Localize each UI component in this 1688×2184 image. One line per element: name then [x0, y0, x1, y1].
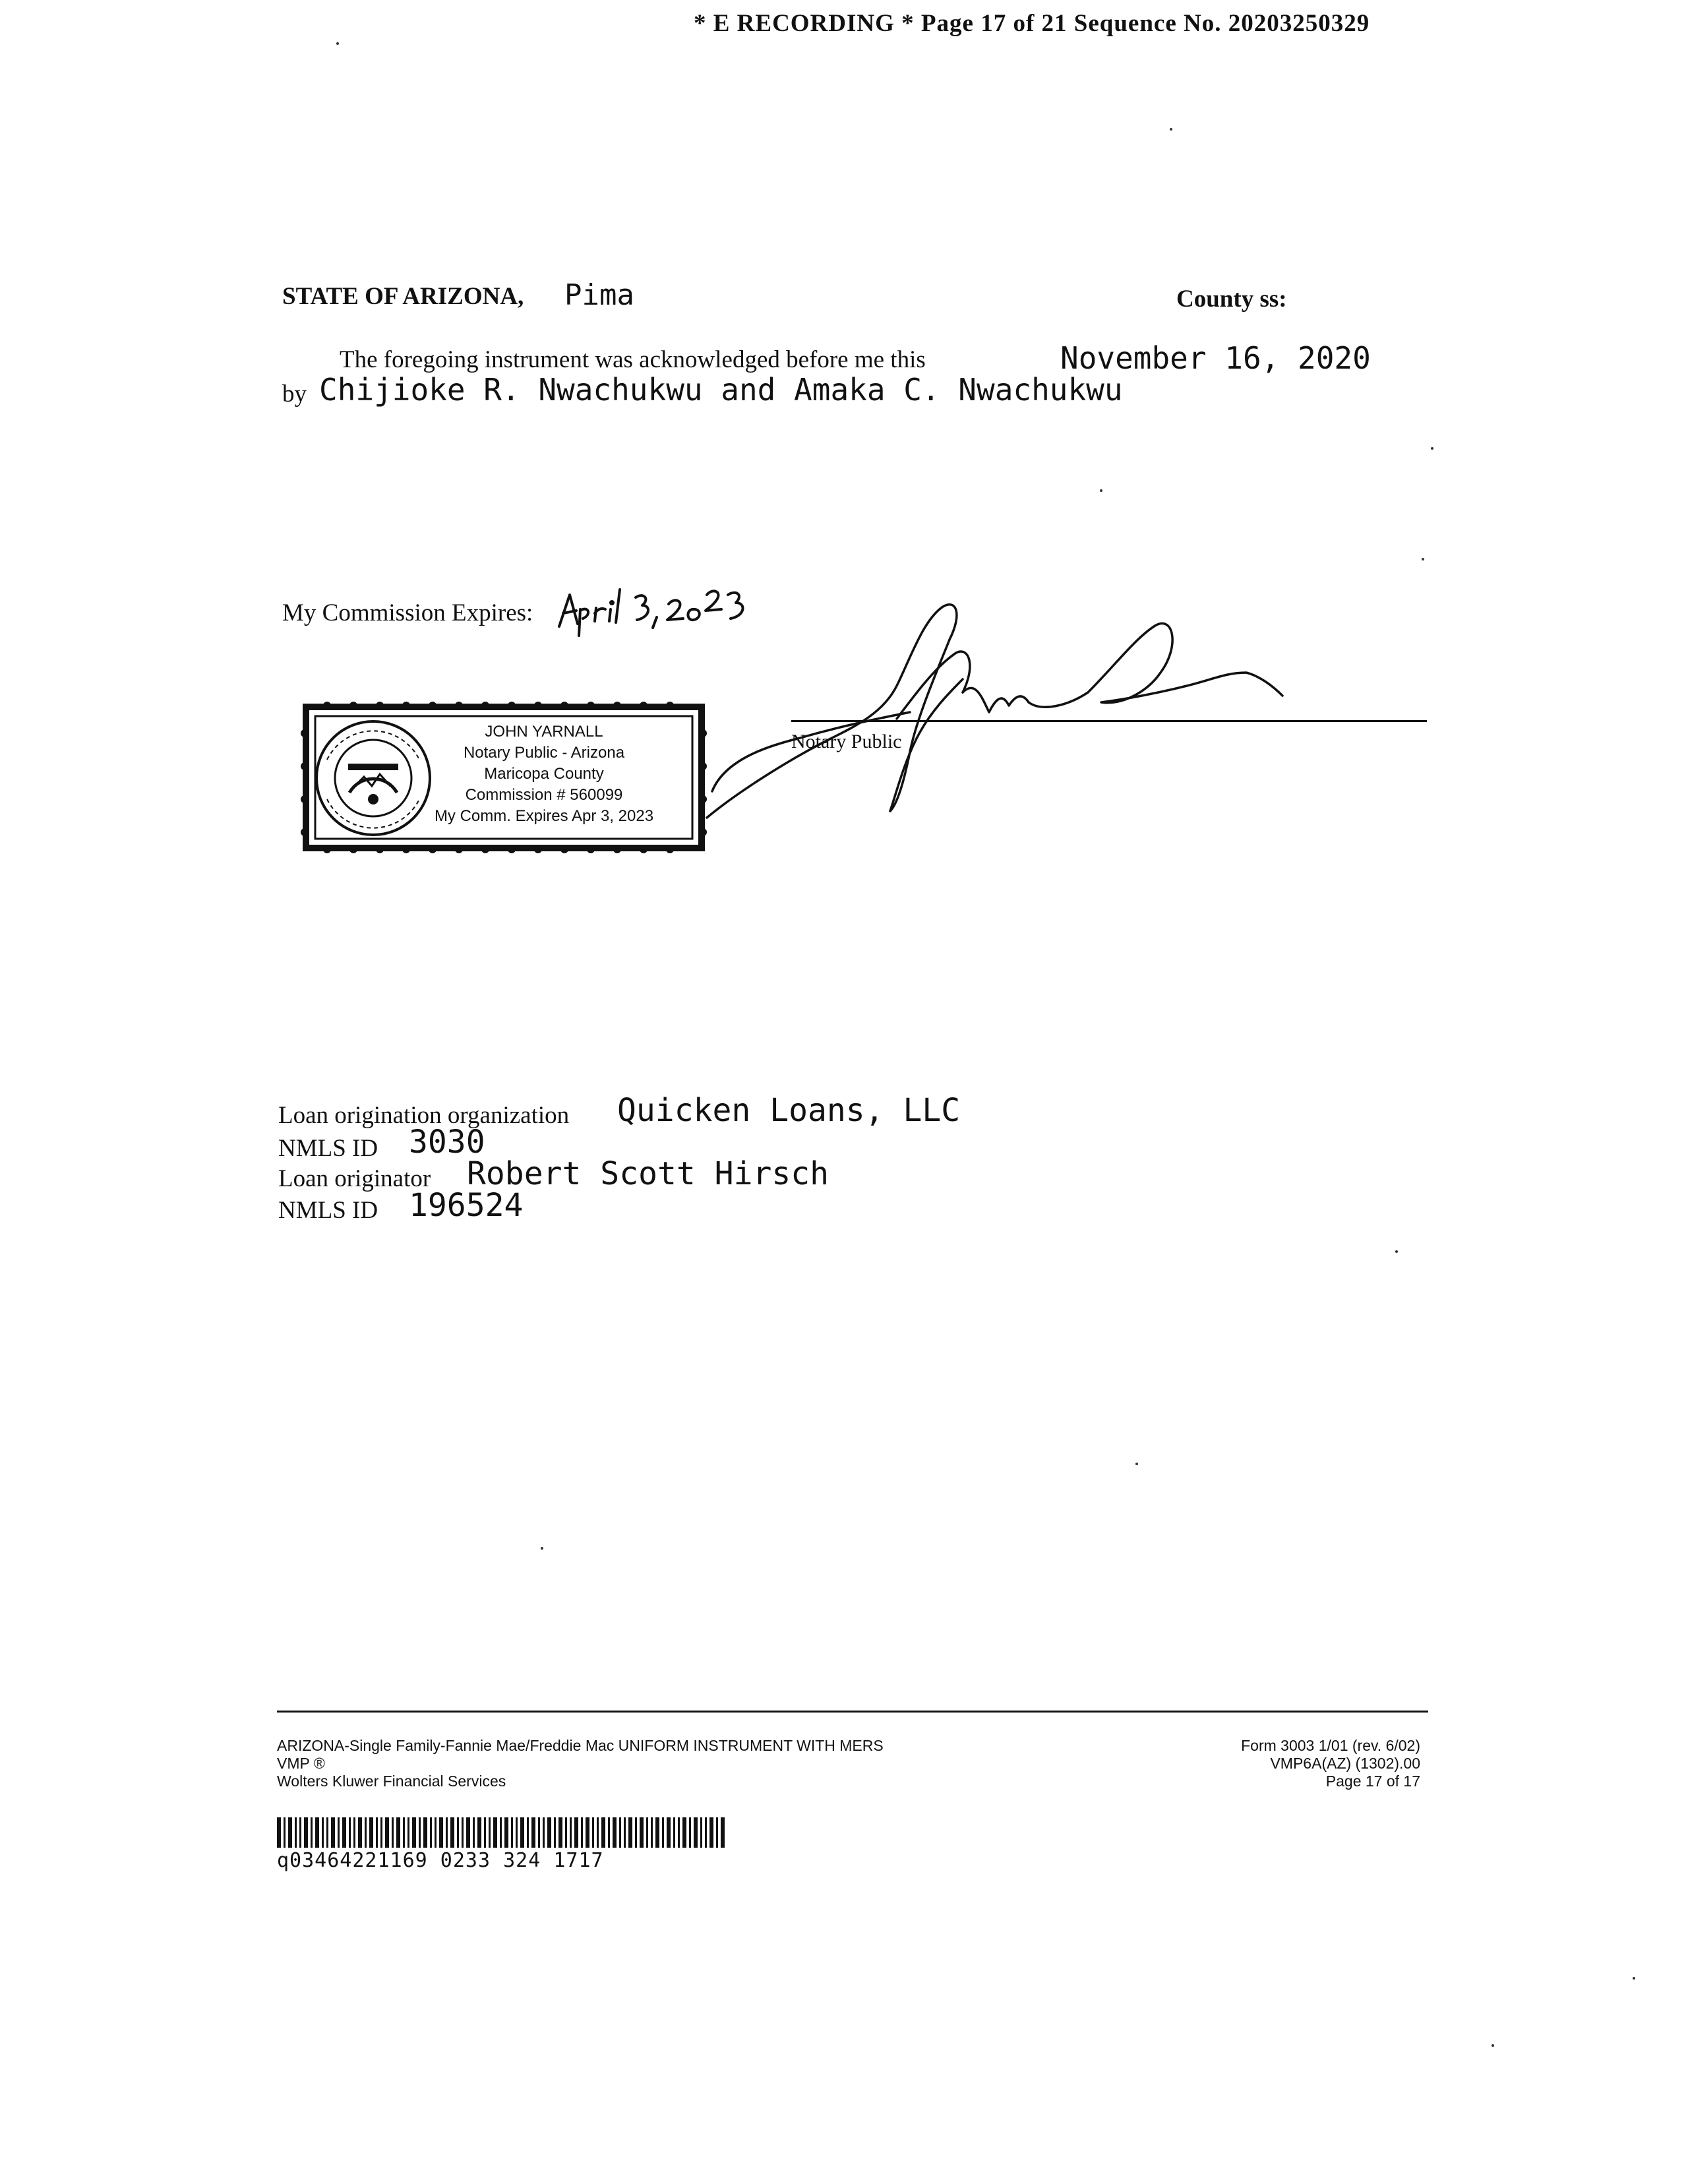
loan-org-label: Loan origination organization — [278, 1102, 570, 1129]
footer-publisher: Wolters Kluwer Financial Services — [277, 1773, 506, 1790]
county-name: Pima — [564, 278, 634, 312]
stamp-notary-county: Maricopa County — [484, 765, 604, 783]
commission-expires-label: My Commission Expires: — [282, 599, 533, 626]
by-label: by — [282, 380, 307, 408]
notary-public-label: Notary Public — [791, 731, 902, 752]
signer-names: Chijioke R. Nwachukwu and Amaka C. Nwachukwu — [319, 372, 1123, 408]
scan-speck — [1492, 2044, 1494, 2047]
originator-nmls-value: 196524 — [409, 1187, 524, 1224]
stamp-expiration: My Comm. Expires Apr 3, 2023 — [434, 807, 654, 825]
scan-speck — [336, 42, 339, 45]
scan-speck — [1395, 1250, 1398, 1253]
scan-speck — [1170, 128, 1172, 131]
loan-originator-value: Robert Scott Hirsch — [467, 1155, 829, 1192]
notary-signature — [699, 593, 1292, 831]
footer-divider — [277, 1711, 1428, 1713]
stamp-notary-title: Notary Public - Arizona — [463, 744, 625, 762]
scan-speck — [1422, 558, 1424, 561]
org-nmls-label: NMLS ID — [278, 1135, 378, 1162]
scan-speck — [1633, 1977, 1635, 1980]
acknowledgment-date: November 16, 2020 — [1060, 340, 1371, 376]
org-nmls-value: 3030 — [409, 1124, 485, 1161]
county-ss-label: County ss: — [1176, 286, 1287, 313]
stamp-notary-name: JOHN YARNALL — [485, 723, 603, 741]
footer-form-title: ARIZONA-Single Family-Fannie Mae/Freddie Mac UNIFORM INSTRUMENT WITH MERS — [277, 1737, 884, 1754]
originator-nmls-label: NMLS ID — [278, 1197, 378, 1224]
footer-vmp-code: VMP6A(AZ) (1302).00 — [1270, 1755, 1420, 1772]
stamp-commission-number: Commission # 560099 — [465, 786, 623, 804]
scan-speck — [541, 1547, 543, 1550]
scan-speck — [1135, 1463, 1138, 1465]
arizona-seal-icon — [316, 721, 430, 835]
scan-speck — [1100, 489, 1102, 492]
barcode-icon — [277, 1817, 725, 1848]
acknowledgment-statement: The foregoing instrument was acknowledged before me this — [340, 346, 926, 373]
recording-header: * E RECORDING * Page 17 of 21 Sequence No. 20203250329 — [694, 10, 1370, 37]
scan-speck — [1431, 447, 1433, 450]
loan-originator-label: Loan originator — [278, 1165, 431, 1192]
footer-vmp: VMP ® — [277, 1755, 325, 1772]
loan-org-value: Quicken Loans, LLC — [617, 1092, 961, 1129]
footer-page-number: Page 17 of 17 — [1325, 1773, 1420, 1790]
footer-form-number: Form 3003 1/01 (rev. 6/02) — [1241, 1737, 1420, 1754]
barcode-number: q03464221169 0233 324 1717 — [277, 1849, 604, 1872]
state-label: STATE OF ARIZONA, — [282, 283, 524, 310]
